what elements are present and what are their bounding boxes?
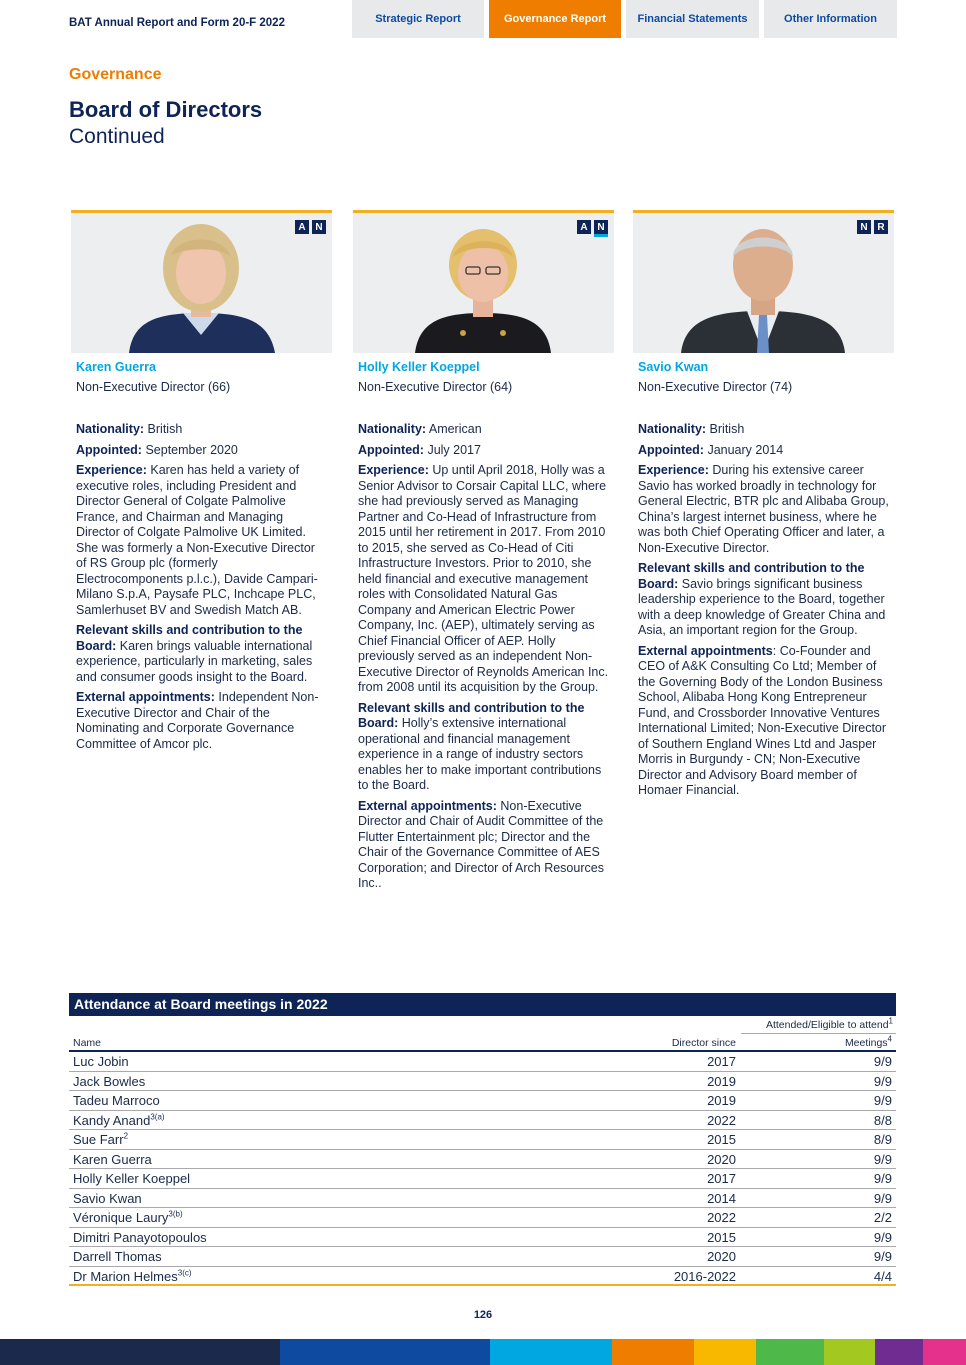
portrait-holly-keller-koeppel — [353, 213, 614, 353]
table-row: Dimitri Panayotopoulos 2015 9/9 — [69, 1228, 896, 1248]
section-label: Governance — [69, 66, 162, 83]
director-photo — [353, 210, 614, 353]
director-name: Karen Guerra — [76, 360, 156, 374]
director-photo — [633, 210, 894, 353]
tab-financial-statements[interactable]: Financial Statements — [626, 0, 759, 38]
committee-badge: R — [874, 220, 888, 234]
portrait-savio-kwan — [633, 213, 894, 353]
experience: Experience: Karen has held a variety of executive roles, including President and Director General of Colgate Palmolive France, and Chairman and Managing Director of Colgate Palmolive UK Limited. She was formerly a Non-Executive Director of RS Group plc (formerly Electrocomponents p.l.c.), Davide Campari-Milano S.p.A, Paysafe PLC, Inchcape PLC, Samlerhuset BV and Swedish Match AB. — [76, 463, 318, 617]
page-subtitle: Continued — [69, 125, 165, 148]
skills: Relevant skills and contribution to the Board: Savio brings significant business leadership experience to the Board, together with a deep knowledge of Greater China and Asia, an important region for the Group. — [638, 561, 886, 637]
table-row: Sue Farr$^2$ 2015 8/9 — [69, 1130, 896, 1150]
director-name: Savio Kwan — [638, 360, 709, 374]
table-row: Véronique Laury$^{3(b)}$ 2022 2/2 — [69, 1208, 896, 1228]
table-row: Darrell Thomas 2020 9/9 — [69, 1247, 896, 1267]
external-appointments: External appointments: Co-Founder and CEO of A&K Consulting Co Ltd; Member of the Governing Body of the London Business School, Alibaba Hong Kong Entrepreneur Fund, and Crossborder Innovative Ventures International Limited; Non-Executive Director of Southern England Wines Ltd and Jasper Morris in Burgundy - CN; Non-Executive Director and Advisory Board member of Homaer Financial. — [638, 643, 887, 797]
external-appointments: External appointments: Independent Non-Executive Director and Chair of the Nominating and Corporate Governance Committee of Amcor plc. — [76, 690, 319, 751]
director-role: Non-Executive Director (66) — [76, 380, 231, 394]
table-row: Jack Bowles 2019 9/9 — [69, 1072, 896, 1092]
portrait-karen-guerra — [71, 213, 332, 353]
director-name: Holly Keller Koeppel — [358, 360, 480, 374]
footer-stripe — [280, 1339, 490, 1365]
page-title: Board of Directors — [69, 97, 263, 122]
nationality: Nationality: American — [358, 422, 482, 436]
attendance-table-title: Attendance at Board meetings in 2022 — [69, 993, 896, 1016]
footer-stripe — [694, 1339, 756, 1365]
experience: Experience: During his extensive career Savio has worked broadly in technology for General Electric, BTR plc and Alibaba Group, China’s largest internet business, where he was both Chief Operating Officer and later, a Non-Executive Director. — [638, 463, 889, 555]
footer-stripe — [612, 1339, 694, 1365]
director-card — [353, 210, 614, 892]
attendance-column-headers — [69, 1034, 896, 1052]
table-row: Karen Guerra 2020 9/9 — [69, 1150, 896, 1170]
director-card — [71, 210, 332, 752]
committee-badge: A — [295, 220, 309, 234]
col-name: Name — [73, 1037, 102, 1049]
nationality: Nationality: British — [76, 422, 183, 436]
nationality: Nationality: British — [638, 422, 745, 436]
external-appointments: External appointments: Non-Executive Director and Chair of Audit Committee of the Flutter Entertainment plc; Director and the Chair of the Governance Committee of AES Corporation; and Director of Arch Resources Inc.. — [358, 798, 604, 890]
report-title: BAT Annual Report and Form 20-F 2022 — [69, 17, 285, 29]
table-row: Kandy Anand$^{3(a)}$ 2022 8/8 — [69, 1111, 896, 1131]
col-director-since: Director since — [671, 1037, 736, 1049]
director-role: Non-Executive Director (74) — [638, 380, 793, 394]
director-photo — [71, 210, 332, 353]
director-role: Non-Executive Director (64) — [358, 380, 513, 394]
footer-stripe — [923, 1339, 966, 1365]
tab-other-information[interactable]: Other Information — [764, 0, 897, 38]
table-row: Holly Keller Koeppel 2017 9/9 — [69, 1169, 896, 1189]
committee-badge: A — [577, 220, 591, 234]
col-meetings: Meetings$^4$ — [844, 1034, 892, 1049]
footer-stripe — [0, 1339, 280, 1365]
tab-strategic-report[interactable]: Strategic Report — [352, 0, 484, 38]
appointed: Appointed: September 2020 — [76, 442, 238, 457]
table-row: Luc Jobin 2017 9/9 — [69, 1052, 896, 1072]
footer-stripe — [490, 1339, 612, 1365]
table-row: Dr Marion Helmes$^{3(c)}$ 2016-2022 4/4 — [69, 1267, 896, 1287]
skills: Relevant skills and contribution to the Board: Karen brings valuable international experience, particularly in marketing, sales and consumer goods insight to the Board. — [76, 623, 313, 684]
footer-color-bar — [0, 1339, 966, 1365]
skills: Relevant skills and contribution to the Board: Holly’s extensive international operational and financial management experience in a range of industry sectors enables her to make important contributions to the Board. — [358, 700, 602, 792]
attendance-group-header: Attended/Eligible to attend$^1$ — [741, 1016, 896, 1034]
committee-badge: N — [312, 220, 326, 234]
appointed: Appointed: July 2017 — [358, 442, 481, 457]
footer-stripe — [824, 1339, 875, 1365]
experience: Experience: Up until April 2018, Holly was a Senior Advisor to Corsair Capital LLC, where she had previously served as Managing Partner and Co-Head of Infrastructure from 2015 until her retirement in 2017. From 2010 to 2015, she served as Co-Head of Citi Infrastructure Investors. Prior to 2010, she held financial and executive management roles with Consolidated Natural Gas Company and American Electric Power Company, Inc. (AEP), ultimately serving as Chief Financial Officer of AEP. Holly previously served as an independent Non-Executive Director of Reynolds American Inc. from 2008 until its acquisition by the Group. — [358, 463, 609, 694]
footer-stripe — [756, 1339, 824, 1365]
director-card — [633, 210, 894, 799]
committee-badge: N — [594, 220, 608, 234]
page-number: 126 — [473, 1309, 493, 1321]
table-row: Savio Kwan 2014 9/9 — [69, 1189, 896, 1209]
footer-stripe — [875, 1339, 923, 1365]
table-row: Tadeu Marroco 2019 9/9 — [69, 1091, 896, 1111]
tab-governance-report[interactable]: Governance Report — [489, 0, 621, 38]
appointed: Appointed: January 2014 — [638, 442, 784, 457]
committee-badge: N — [857, 220, 871, 234]
